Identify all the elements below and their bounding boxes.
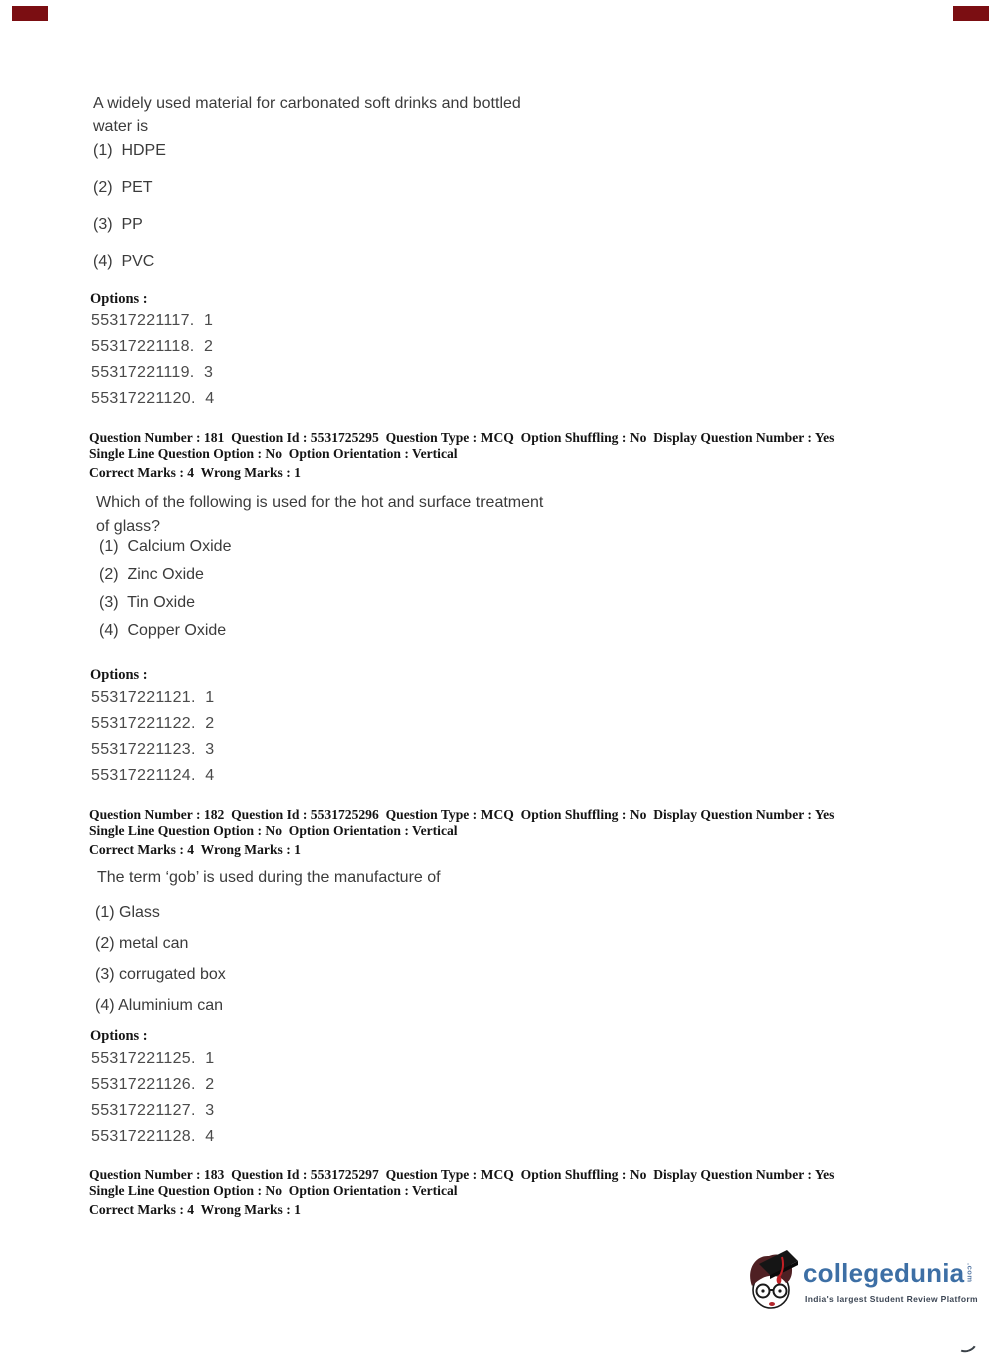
question-181-meta xyxy=(89,430,834,461)
options-label: Options : xyxy=(90,291,148,307)
question-182-text xyxy=(97,866,441,889)
choice-option-3: (3) PP xyxy=(93,216,143,233)
question-183-marks-line: Correct Marks : 4 Wrong Marks : 1 xyxy=(89,1202,301,1217)
option-id-row: 55317221117. 1 xyxy=(91,312,214,329)
question-181-marks-line: Correct Marks : 4 Wrong Marks : 1 xyxy=(89,465,301,480)
question-183-meta xyxy=(89,1167,834,1198)
choice-option-1: (1) HDPE xyxy=(93,142,166,159)
option-id-row: 55317221125. 1 xyxy=(91,1050,215,1067)
meta-line: Single Line Question Option : No Option Orientation : Vertical xyxy=(89,822,458,838)
options-label: Options : xyxy=(90,667,148,683)
question-182-choices xyxy=(95,904,226,1014)
question-181-text xyxy=(96,491,543,539)
choice-option-4: (4) Copper Oxide xyxy=(99,622,227,639)
option-id-row: 55317221122. 2 xyxy=(91,715,215,732)
question-line: Which of the following is used for the hot and surface treatment xyxy=(96,494,544,511)
pen-squiggle xyxy=(954,1333,979,1355)
student-mascot-icon xyxy=(743,1246,799,1316)
meta-line: Question Number : 182 Question Id : 5531725296 Question Type : MCQ Option Shuffling : No Display Question Number : Yes xyxy=(89,807,835,822)
brand-name-wrap xyxy=(803,1258,975,1288)
question-182-option-ids xyxy=(91,1046,214,1150)
question-line: water is xyxy=(93,118,149,135)
meta-line: Question Number : 181 Question Id : 5531725295 Question Type : MCQ Option Shuffling : No Display Question Number : Yes xyxy=(89,430,835,445)
choice-option-4: (4) Aluminium can xyxy=(95,997,224,1014)
choice-option-1: (1) Calcium Oxide xyxy=(99,538,232,555)
question-182-meta xyxy=(89,807,834,838)
choice-option-1: (1) Glass xyxy=(95,904,160,921)
option-id-row: 55317221126. 2 xyxy=(91,1076,215,1093)
question-180-text xyxy=(93,92,521,138)
option-id-row: 55317221118. 2 xyxy=(91,338,214,355)
option-id-row: 55317221120. 4 xyxy=(91,390,215,407)
question-180-option-ids xyxy=(91,308,214,412)
question-182-marks-line: Correct Marks : 4 Wrong Marks : 1 xyxy=(89,842,301,857)
option-id-row: 55317221127. 3 xyxy=(91,1102,215,1119)
question-181-option-ids xyxy=(91,685,214,789)
options-label: Options : xyxy=(90,1028,148,1044)
brand-tagline: India's largest Student Review Platform xyxy=(805,1294,978,1304)
question-181-choices xyxy=(99,538,231,639)
option-id-row: 55317221124. 4 xyxy=(91,767,215,784)
option-id-row: 55317221121. 1 xyxy=(91,689,215,706)
collegedunia-logo xyxy=(743,1246,799,1321)
red-corner-mark-right xyxy=(953,6,989,21)
choice-option-2: (2) PET xyxy=(93,179,153,196)
meta-line: Single Line Question Option : No Option Orientation : Vertical xyxy=(89,1182,458,1198)
choice-option-2: (2) Zinc Oxide xyxy=(99,566,204,583)
brand-tld: .com xyxy=(965,1263,975,1283)
choice-option-3: (3) Tin Oxide xyxy=(99,594,196,611)
question-180-choices xyxy=(93,142,166,270)
meta-line: Single Line Question Option : No Option Orientation : Vertical xyxy=(89,445,458,461)
brand-name: collegedunia xyxy=(803,1258,965,1288)
red-corner-mark-left xyxy=(12,6,48,21)
choice-option-4: (4) PVC xyxy=(93,253,155,270)
option-id-row: 55317221123. 3 xyxy=(91,741,215,758)
choice-option-3: (3) corrugated box xyxy=(95,966,226,983)
option-id-row: 55317221128. 4 xyxy=(91,1128,215,1145)
question-line: The term ‘gob’ is used during the manufacture of xyxy=(97,869,441,886)
meta-line: Question Number : 183 Question Id : 5531725297 Question Type : MCQ Option Shuffling : No Display Question Number : Yes xyxy=(89,1167,835,1182)
choice-option-2: (2) metal can xyxy=(95,935,189,952)
option-id-row: 55317221119. 3 xyxy=(91,364,214,381)
question-line: of glass? xyxy=(96,518,161,535)
question-line: A widely used material for carbonated soft drinks and bottled xyxy=(93,95,521,112)
